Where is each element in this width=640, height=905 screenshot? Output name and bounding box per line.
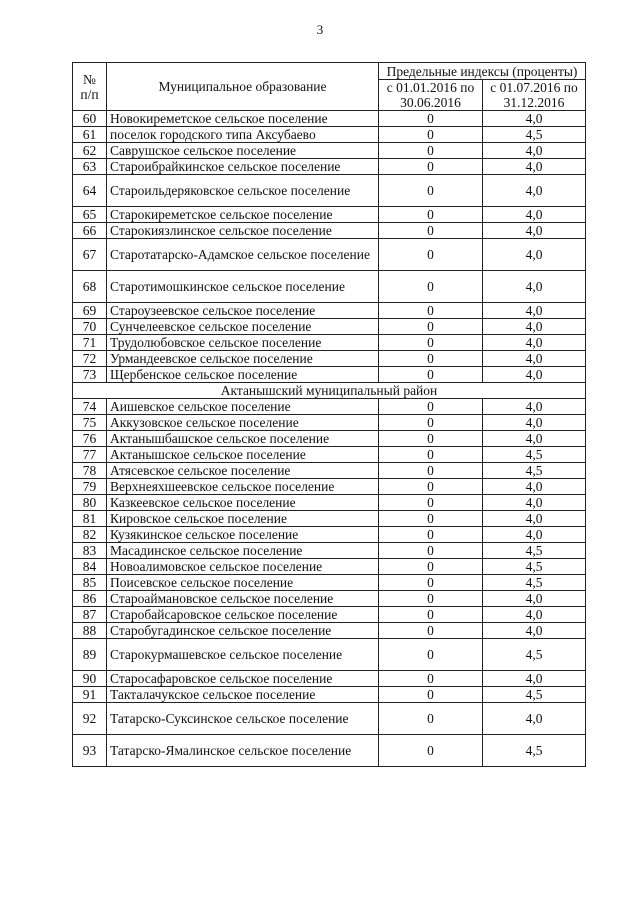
row-number: 93 [73, 735, 107, 767]
index-period-2: 4,0 [483, 111, 586, 127]
row-number: 76 [73, 431, 107, 447]
index-period-1: 0 [379, 543, 483, 559]
row-number: 77 [73, 447, 107, 463]
table-row [73, 703, 586, 735]
header-period-2: с 01.07.2016 по 31.12.2016 [483, 80, 586, 111]
municipality-name: Аккузовское сельское поселение [107, 415, 379, 431]
index-period-1: 0 [379, 367, 483, 383]
row-number: 86 [73, 591, 107, 607]
table-row [73, 415, 586, 431]
row-number: 69 [73, 303, 107, 319]
row-number: 60 [73, 111, 107, 127]
municipality-name: Сунчелеевское сельское поселение [107, 319, 379, 335]
index-period-2: 4,0 [483, 399, 586, 415]
index-period-2: 4,0 [483, 415, 586, 431]
row-number: 87 [73, 607, 107, 623]
index-period-2: 4,0 [483, 175, 586, 207]
index-period-1: 0 [379, 111, 483, 127]
row-number: 63 [73, 159, 107, 175]
table-row [73, 559, 586, 575]
index-period-2: 4,0 [483, 351, 586, 367]
index-period-2: 4,0 [483, 623, 586, 639]
table-row [73, 351, 586, 367]
table-row [73, 735, 586, 767]
row-number: 66 [73, 223, 107, 239]
index-period-2: 4,0 [483, 703, 586, 735]
index-period-1: 0 [379, 447, 483, 463]
municipality-name: Староибрайкинское сельское поселение [107, 159, 379, 175]
municipality-name: Татарско-Суксинское сельское поселение [107, 703, 379, 735]
table-row [73, 335, 586, 351]
row-number: 79 [73, 479, 107, 495]
municipality-name: Староузеевское сельское поселение [107, 303, 379, 319]
index-period-1: 0 [379, 495, 483, 511]
index-period-1: 0 [379, 399, 483, 415]
municipality-name: Аишевское сельское поселение [107, 399, 379, 415]
municipality-name: Кузякинское сельское поселение [107, 527, 379, 543]
row-number: 65 [73, 207, 107, 223]
index-period-1: 0 [379, 431, 483, 447]
index-period-2: 4,5 [483, 463, 586, 479]
index-period-1: 0 [379, 159, 483, 175]
municipality-name: Масадинское сельское поселение [107, 543, 379, 559]
section-heading: Актанышский муниципальный район [73, 383, 586, 399]
row-number: 73 [73, 367, 107, 383]
page-number: 3 [316, 22, 324, 37]
row-number: 78 [73, 463, 107, 479]
index-period-1: 0 [379, 703, 483, 735]
row-number: 67 [73, 239, 107, 271]
index-period-1: 0 [379, 271, 483, 303]
row-number: 90 [73, 671, 107, 687]
table-row [73, 527, 586, 543]
row-number: 80 [73, 495, 107, 511]
row-number: 81 [73, 511, 107, 527]
index-period-1: 0 [379, 351, 483, 367]
municipality-name: Староаймановское сельское поселение [107, 591, 379, 607]
index-period-2: 4,0 [483, 607, 586, 623]
table-row [73, 495, 586, 511]
row-number: 68 [73, 271, 107, 303]
table-row [73, 159, 586, 175]
row-number: 70 [73, 319, 107, 335]
row-number: 75 [73, 415, 107, 431]
row-number: 62 [73, 143, 107, 159]
row-number: 91 [73, 687, 107, 703]
index-period-2: 4,0 [483, 367, 586, 383]
table-row [73, 639, 586, 671]
municipality-name: Старотатарско-Адамское сельское поселение [107, 239, 379, 271]
row-number: 83 [73, 543, 107, 559]
municipality-name: Верхнеяхшеевское сельское поселение [107, 479, 379, 495]
municipality-name: Такталачукское сельское поселение [107, 687, 379, 703]
index-period-1: 0 [379, 623, 483, 639]
table-row [73, 175, 586, 207]
index-period-1: 0 [379, 239, 483, 271]
table-row [73, 607, 586, 623]
index-period-2: 4,0 [483, 239, 586, 271]
municipality-name: Кировское сельское поселение [107, 511, 379, 527]
index-period-2: 4,0 [483, 335, 586, 351]
table-row [73, 303, 586, 319]
index-period-2: 4,5 [483, 559, 586, 575]
row-number: 61 [73, 127, 107, 143]
index-period-1: 0 [379, 559, 483, 575]
row-number: 82 [73, 527, 107, 543]
table-row [73, 319, 586, 335]
index-period-2: 4,0 [483, 207, 586, 223]
index-period-2: 4,5 [483, 543, 586, 559]
index-period-1: 0 [379, 527, 483, 543]
municipality-name: Староильдеряковское сельское поселение [107, 175, 379, 207]
table-row [73, 431, 586, 447]
index-period-1: 0 [379, 607, 483, 623]
index-period-1: 0 [379, 639, 483, 671]
index-period-2: 4,5 [483, 735, 586, 767]
municipality-name: Актанышбашское сельское поселение [107, 431, 379, 447]
index-period-1: 0 [379, 127, 483, 143]
index-period-1: 0 [379, 735, 483, 767]
index-period-1: 0 [379, 463, 483, 479]
index-period-2: 4,5 [483, 127, 586, 143]
municipality-name: Старосафаровское сельское поселение [107, 671, 379, 687]
municipality-name: Атясевское сельское поселение [107, 463, 379, 479]
index-period-1: 0 [379, 335, 483, 351]
municipality-name: Казкеевское сельское поселение [107, 495, 379, 511]
municipality-name: Саврушское сельское поселение [107, 143, 379, 159]
row-number: 71 [73, 335, 107, 351]
table-row [73, 591, 586, 607]
index-period-2: 4,0 [483, 591, 586, 607]
row-number: 72 [73, 351, 107, 367]
table-row [73, 575, 586, 591]
index-period-2: 4,0 [483, 527, 586, 543]
index-period-2: 4,0 [483, 159, 586, 175]
municipality-name: Старокурмашевское сельское поселение [107, 639, 379, 671]
row-number: 64 [73, 175, 107, 207]
index-period-1: 0 [379, 303, 483, 319]
header-number: № п/п [73, 63, 107, 111]
table-row [73, 111, 586, 127]
table-row [73, 207, 586, 223]
header-period-1: с 01.01.2016 по 30.06.2016 [379, 80, 483, 111]
municipality-name: Старокиреметское сельское поселение [107, 207, 379, 223]
table-row [73, 399, 586, 415]
indices-table [72, 62, 586, 767]
table-row [73, 543, 586, 559]
municipality-name: Новоалимовское сельское поселение [107, 559, 379, 575]
index-period-1: 0 [379, 223, 483, 239]
table-body [73, 111, 586, 767]
index-period-2: 4,0 [483, 319, 586, 335]
table-header [73, 63, 586, 111]
index-period-1: 0 [379, 175, 483, 207]
index-period-2: 4,5 [483, 687, 586, 703]
table-row [73, 623, 586, 639]
municipality-name: Старокиязлинское сельское поселение [107, 223, 379, 239]
index-period-2: 4,0 [483, 671, 586, 687]
table-row [73, 687, 586, 703]
index-period-2: 4,5 [483, 575, 586, 591]
municipality-name: Старобайсаровское сельское поселение [107, 607, 379, 623]
municipality-name: Новокиреметское сельское поселение [107, 111, 379, 127]
index-period-1: 0 [379, 511, 483, 527]
table-row [73, 447, 586, 463]
municipality-name: Щербенское сельское поселение [107, 367, 379, 383]
row-number: 92 [73, 703, 107, 735]
row-number: 88 [73, 623, 107, 639]
section-row [73, 383, 586, 399]
header-indices: Предельные индексы (проценты) [379, 63, 586, 80]
index-period-2: 4,5 [483, 639, 586, 671]
index-period-2: 4,0 [483, 271, 586, 303]
index-period-1: 0 [379, 207, 483, 223]
index-period-1: 0 [379, 415, 483, 431]
index-period-2: 4,0 [483, 495, 586, 511]
table-row [73, 239, 586, 271]
municipality-name: Поисевское сельское поселение [107, 575, 379, 591]
row-number: 84 [73, 559, 107, 575]
index-period-1: 0 [379, 591, 483, 607]
index-period-1: 0 [379, 319, 483, 335]
index-period-2: 4,0 [483, 223, 586, 239]
index-period-1: 0 [379, 687, 483, 703]
row-number: 89 [73, 639, 107, 671]
table-row [73, 463, 586, 479]
table-row [73, 271, 586, 303]
index-period-2: 4,0 [483, 143, 586, 159]
municipality-name: поселок городского типа Аксубаево [107, 127, 379, 143]
municipality-name: Старотимошкинское сельское поселение [107, 271, 379, 303]
row-number: 85 [73, 575, 107, 591]
index-period-2: 4,0 [483, 303, 586, 319]
table-row [73, 671, 586, 687]
table-row [73, 479, 586, 495]
table-row [73, 511, 586, 527]
index-period-1: 0 [379, 143, 483, 159]
municipality-name: Татарско-Ямалинское сельское поселение [107, 735, 379, 767]
index-period-1: 0 [379, 575, 483, 591]
index-period-1: 0 [379, 479, 483, 495]
index-period-2: 4,0 [483, 431, 586, 447]
index-period-2: 4,0 [483, 511, 586, 527]
table-row [73, 127, 586, 143]
index-period-1: 0 [379, 671, 483, 687]
table-row [73, 367, 586, 383]
municipality-name: Старобугадинское сельское поселение [107, 623, 379, 639]
table-row [73, 143, 586, 159]
index-period-2: 4,0 [483, 479, 586, 495]
municipality-name: Актанышское сельское поселение [107, 447, 379, 463]
header-municipality: Муниципальное образование [107, 63, 379, 111]
row-number: 74 [73, 399, 107, 415]
municipality-name: Урмандеевское сельское поселение [107, 351, 379, 367]
municipality-name: Трудолюбовское сельское поселение [107, 335, 379, 351]
table-row [73, 223, 586, 239]
index-period-2: 4,5 [483, 447, 586, 463]
